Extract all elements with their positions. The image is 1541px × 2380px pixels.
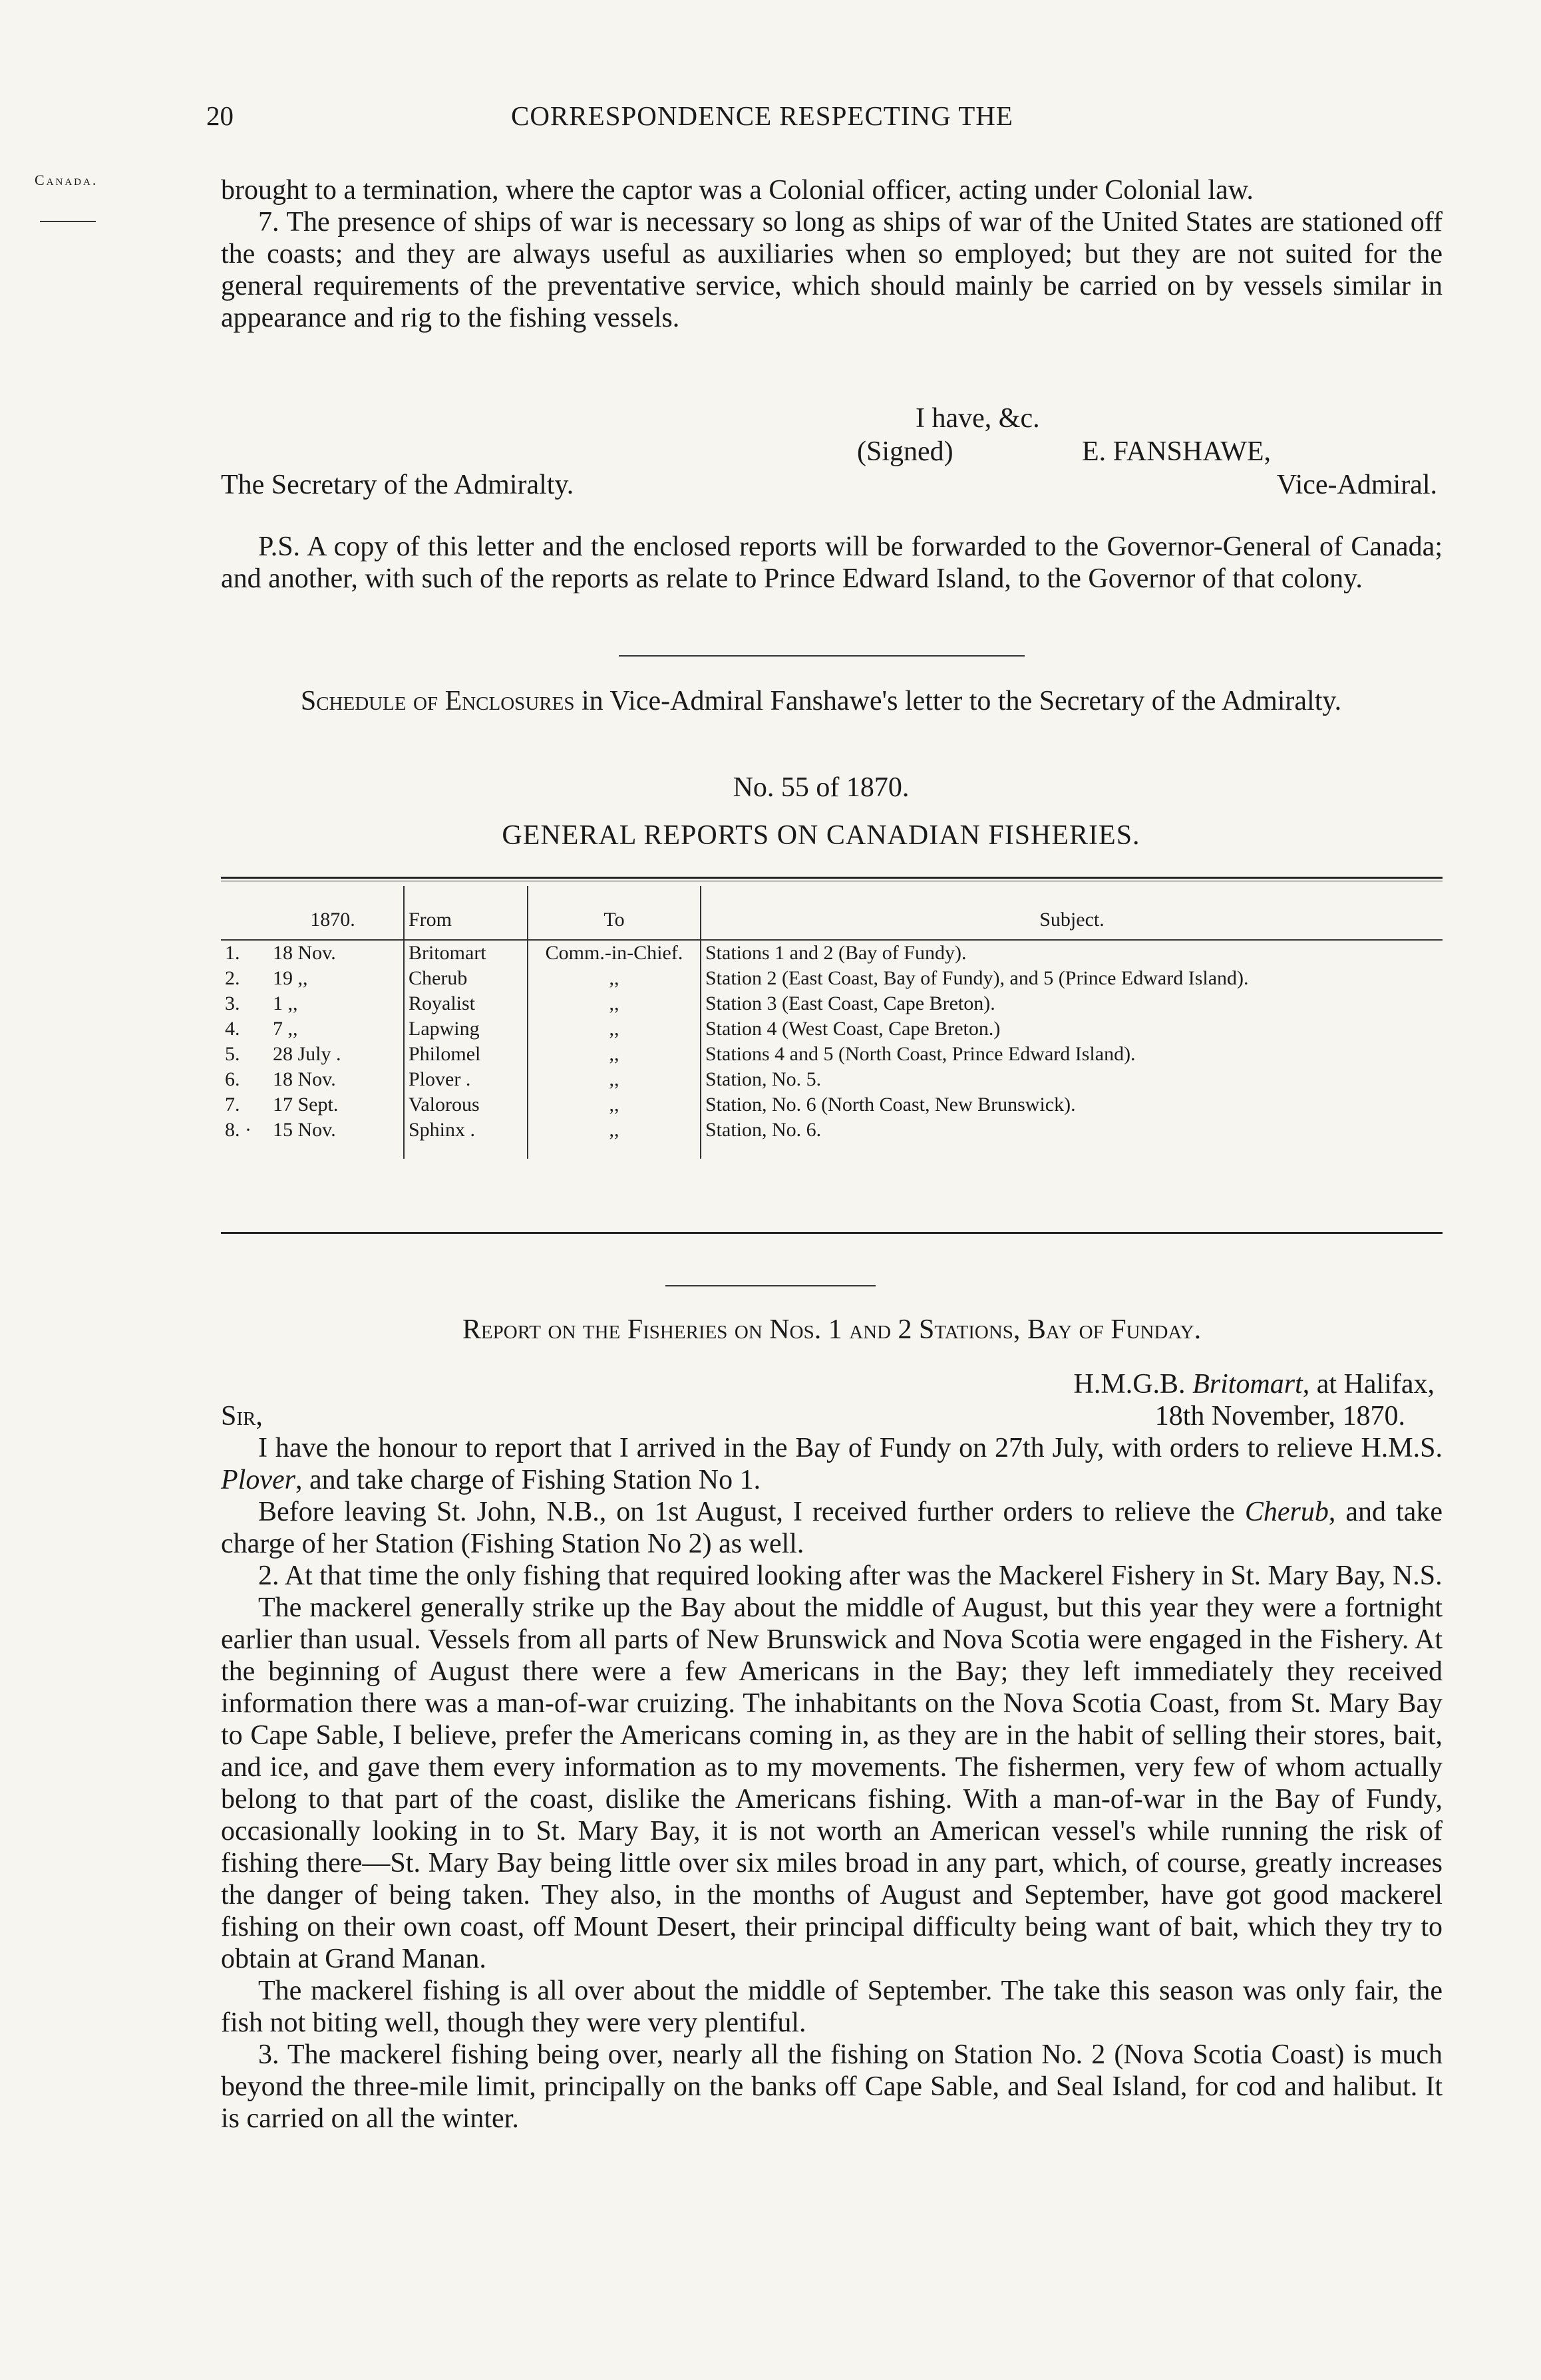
row-to: ,, [528,1092,701,1117]
row-date: 28 July . [273,1043,341,1065]
signer-name: E. FANSHAWE, [1082,436,1272,467]
table-top-rule [221,877,1443,879]
header-to: To [528,886,701,940]
row-number: 7. [225,1094,240,1116]
report [221,1314,1443,2135]
ship-name: Plover [221,1465,295,1495]
row-to: ,, [528,991,701,1016]
row-number: 6. [225,1068,240,1090]
header-number [221,886,262,940]
signature-block [221,402,1443,502]
table-header-row [221,886,1443,940]
row-number: 8. · [225,1119,252,1141]
row-number: 5. [225,1043,240,1065]
row-subject: Station, No. 6. [701,1117,1443,1159]
ship-prefix: H.M.G.B. [1073,1369,1193,1400]
margin-note: Canada. [35,172,98,188]
table-row [221,1117,1443,1159]
signer-rank: Vice-Admiral. [1276,470,1437,500]
row-to: ,, [528,966,701,991]
report-paragraph: The mackerel generally strike up the Bay about the middle of August, but this year they were a fortnight earlier than usual. Vessels from all parts of New Brunswick and Nova Scotia were engaged in the Fishery. At the beginning of August there were a few Americans in the Bay; they left immediately they received information there was a man-of-war cruizing. The inhabitants on the Nova Scotia Coast, from St. Mary Bay to Cape Sable, I believe, prefer the Americans coming in, as they are in the habit of selling their stores, bait, and ice, and gave them every information as to my movements. The fishermen, very few of whom actually belong to that part of the coast, dislike the Americans fishing. With a man-of-war in the Bay of Fundy, occasionally looking in to St. Mary Bay, it is not worth an American vessel's while running the risk of fishing there—St. Mary Bay being little over six miles broad in any part, which, of course, greatly increases the danger of being taken. They also, in the months of August and September, have got good mackerel fishing on their own coast, off Mount Desert, their principal difficulty being want of bait, which they try to obtain at Grand Manan. [221,1592,1443,1974]
page-header [206,100,1435,140]
ship-name: Britomart [1192,1369,1303,1400]
row-date: 18 Nov. [273,942,336,964]
report-date: 18th November, 1870. [1154,1401,1405,1431]
running-title: CORRESPONDENCE RESPECTING THE [511,100,1013,131]
row-from: Valorous [404,1092,528,1117]
ship-name: Cherub [1244,1497,1329,1527]
row-subject: Station 3 (East Coast, Cape Breton). [701,991,1443,1016]
schedule-heading [200,685,1443,717]
header-subject: Subject. [701,886,1443,940]
section-rule [619,655,1025,657]
row-to: ,, [528,1042,701,1067]
schedule-title: GENERAL REPORTS ON CANADIAN FISHERIES. [502,820,1140,851]
signed-label: (Signed) [857,436,953,467]
report-paragraph: The mackerel fishing is all over about the middle of September. The take this season was only fair, the fish not biting well, though they were very plentiful. [221,1976,1443,2038]
schedule-heading-text: in Vice-Admiral Fanshawe's letter to the Secretary of the Admiralty. [574,686,1342,716]
row-to: ,, [528,1016,701,1042]
letter-paragraph: brought to a termination, where the captor was a Colonial officer, acting under Colonial law. [221,175,1254,206]
report-paragraph: 2. At that time the only fishing that required looking after was the Mackerel Fishery in St. Mary Bay, N.S. [258,1561,1443,1591]
postscript: P.S. A copy of this letter and the enclosed reports will be forwarded to the Governor-General of Canada; and another, with such of the reports as relate to Prince Edward Island, to the Governor of that colony. [221,531,1443,594]
table-row [221,1042,1443,1067]
row-from: Royalist [404,991,528,1016]
row-number: 3. [225,992,240,1014]
report-origin [221,1368,1443,1400]
header-year: 1870. [262,886,404,940]
table-row [221,991,1443,1016]
row-from: Cherub [404,966,528,991]
table-row [221,1016,1443,1042]
row-subject: Stations 1 and 2 (Bay of Fundy). [701,940,1443,966]
schedule-number: No. 55 of 1870. [733,772,910,803]
report-paragraph: 3. The mackerel fishing being over, nearly all the fishing on Station No. 2 (Nova Scotia Coast) is much beyond the three-mile limit, principally on the banks off Cape Sable, and Seal Island, for cod and halibut. It is carried on all the winter. [221,2039,1443,2134]
page-number: 20 [206,100,234,131]
row-subject: Station, No. 6 (North Coast, New Brunswick). [701,1092,1443,1117]
report-heading: Report on the Fisheries on Nos. 1 and 2 Stations, Bay of Funday. [462,1314,1202,1345]
table-row [221,966,1443,991]
table-row [221,1092,1443,1117]
table-bottom-rule [221,1232,1443,1234]
row-date: 7 ,, [273,1018,298,1040]
row-from: Plover . [404,1067,528,1092]
text-run: Before leaving St. John, N.B., on 1st August, I received further orders to relieve the [258,1497,1245,1527]
row-date: 19 ,, [273,967,308,989]
schedule-heading-smallcaps: Schedule of Enclosures [300,686,575,716]
row-subject: Station 2 (East Coast, Bay of Fundy), and 5 (Prince Edward Island). [701,966,1443,991]
row-number: 4. [225,1018,240,1040]
row-date: 15 Nov. [273,1119,336,1141]
row-to: Comm.-in-Chief. [528,940,701,966]
row-from: Britomart [404,940,528,966]
letter-body [221,174,1443,334]
salutation: Sir, [221,1401,263,1431]
text-run: , and take charge of her Station (Fishing Station No 2) as well. [221,1497,1443,1559]
report-paragraph [221,1432,1443,1496]
report-paragraph [221,1496,1443,1560]
header-from: From [404,886,528,940]
text-run: , and take charge of Fishing Station No 1. [295,1465,761,1495]
row-date: 17 Sept. [273,1094,339,1116]
section-rule [665,1285,876,1286]
row-to: ,, [528,1117,701,1159]
ship-location: , at Halifax, [1302,1369,1435,1400]
row-from: Lapwing [404,1016,528,1042]
row-number: 2. [225,967,240,989]
row-subject: Station 4 (West Coast, Cape Breton.) [701,1016,1443,1042]
addressee: The Secretary of the Admiralty. [221,470,574,500]
table-row [221,940,1443,966]
table-row [221,1067,1443,1092]
letter-paragraph: 7. The presence of ships of war is necessary so long as ships of war of the United States are stationed off the coasts; and they are always useful as auxiliaries when so employed; but they are not suited for the general requirements of the preventative service, which should mainly be carried on by vessels similar in appearance and rig to the fishing vessels. [221,207,1443,333]
row-subject: Station, No. 5. [701,1067,1443,1092]
schedule-table [221,886,1443,1159]
salutation-line [221,1400,1443,1432]
row-subject: Stations 4 and 5 (North Coast, Prince Edward Island). [701,1042,1443,1067]
text-run: I have the honour to report that I arrived in the Bay of Fundy on 27th July, with orders to relieve H.M.S. [258,1433,1443,1463]
row-date: 18 Nov. [273,1068,336,1090]
row-number: 1. [225,942,240,964]
row-from: Sphinx . [404,1117,528,1159]
row-date: 1 ,, [273,992,298,1014]
margin-divider [40,221,96,222]
closing: I have, &c. [916,403,1040,434]
row-from: Philomel [404,1042,528,1067]
row-to: ,, [528,1067,701,1092]
